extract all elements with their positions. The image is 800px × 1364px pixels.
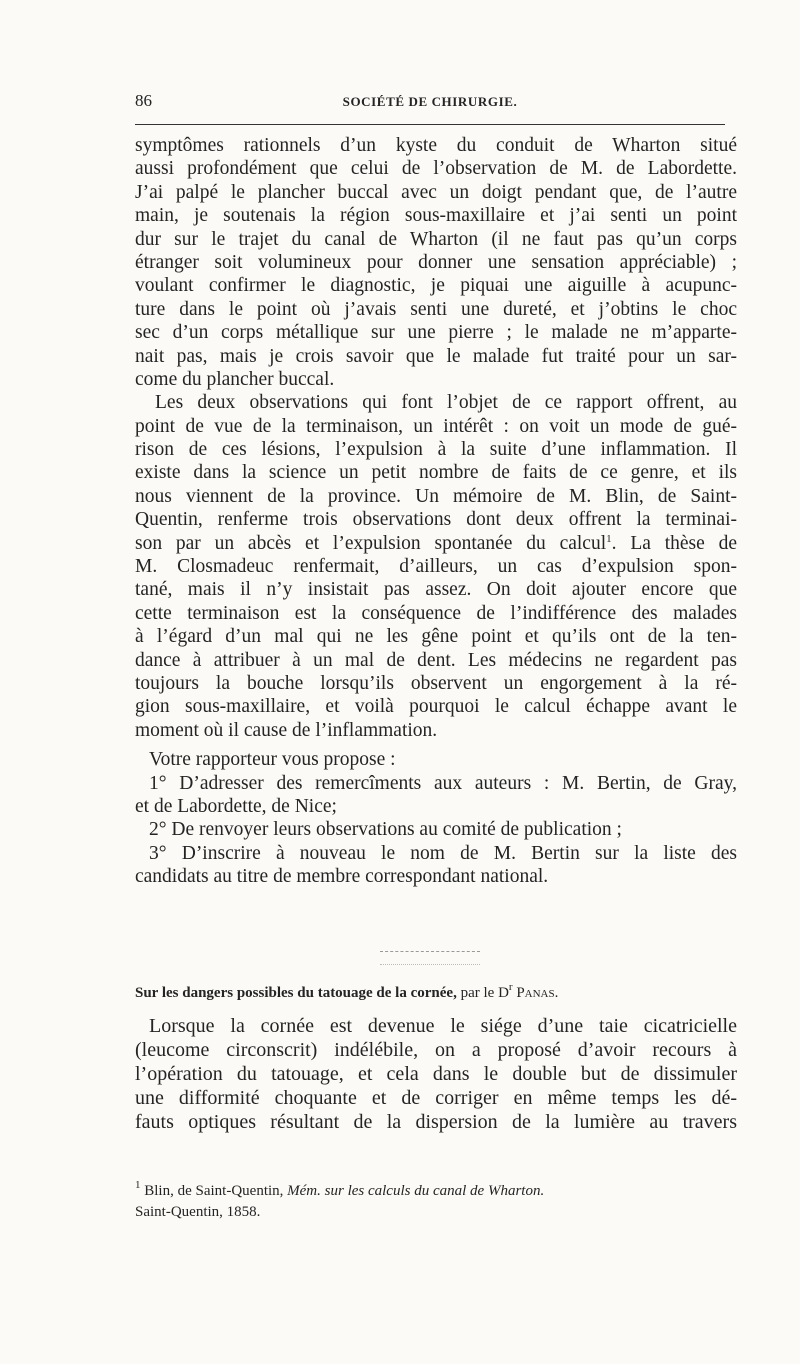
text-line: Votre rapporteur vous propose : bbox=[149, 749, 396, 771]
text-line: dance à attribuer à un mal de dent. Les médecins ne regardent pas bbox=[135, 649, 737, 671]
page-number: 86 bbox=[135, 91, 152, 110]
text-line: l’opération du tatouage, et cela dans le double but de dissimuler bbox=[135, 1063, 737, 1085]
text-line: étranger soit volumineux pour donner une sensation appréciable) ; bbox=[135, 251, 737, 273]
text-line: à l’égard d’un mal qui ne les gêne point et qu’ils ont de la ten- bbox=[135, 626, 737, 648]
text-line: come du plancher buccal. bbox=[135, 368, 335, 390]
report-body bbox=[135, 134, 737, 889]
text-line: gion sous-maxillaire, et voilà pourquoi le calcul échappe avant le bbox=[135, 696, 737, 718]
article-byline: par le bbox=[460, 985, 495, 1001]
text-line: Lorsque la cornée est devenue le siége d’une taie cicatricielle bbox=[149, 1015, 737, 1037]
footnote-title: Mém. sur les calculs du canal de Wharton. bbox=[287, 1183, 545, 1199]
header-rule bbox=[135, 124, 725, 125]
text-line: toujours la bouche lorsqu’ils observent un engorgement à la ré- bbox=[135, 672, 737, 694]
text-line: voulant confirmer le diagnostic, je piquai une aiguille à acupunc- bbox=[135, 275, 737, 297]
text-line: 3° D’inscrire à nouveau le nom de M. Bertin sur la liste des bbox=[149, 842, 737, 864]
text-segment: son par un abcès et l’expulsion spontanée du calcul bbox=[135, 532, 607, 554]
text-line: J’ai palpé le plancher buccal avec un doigt pendant que, de l’autre bbox=[135, 181, 737, 203]
text-line: point de vue de la terminaison, un intérêt : on voit un mode de gué- bbox=[135, 415, 737, 437]
text-line: fauts optiques résultant de la dispersion de la lumière au travers bbox=[135, 1111, 737, 1133]
text-segment: . La thèse de bbox=[611, 532, 737, 554]
footnote-reference: 1 bbox=[606, 532, 612, 545]
text-line: sec d’un corps métallique sur une pierre ; le malade ne m’apparte- bbox=[135, 322, 737, 344]
text-line: nous viennent de la province. Un mémoire de M. Blin, de Saint- bbox=[135, 485, 737, 507]
section-ornament bbox=[380, 951, 480, 965]
footnote-line: Saint-Quentin, 1858. bbox=[135, 1204, 261, 1220]
text-line: candidats au titre de membre correspondant national. bbox=[135, 866, 549, 888]
text-line: une difformité choquante et de corriger en même temps les dé- bbox=[135, 1087, 737, 1109]
text-line: symptômes rationnels d’un kyste du conduit de Wharton situé bbox=[135, 135, 737, 156]
page-header bbox=[135, 91, 725, 115]
text-line: tané, mais il n’y insistait pas assez. On doit ajouter encore que bbox=[135, 579, 737, 601]
text-line: 1° D’adresser des remercîments aux auteurs : M. Bertin, de Gray, bbox=[149, 772, 737, 794]
text-line: (leucome circonscrit) indélébile, on a proposé d’avoir recours à bbox=[135, 1039, 737, 1061]
text-line: ture dans le point où j’avais senti une dureté, et j’obtins le choc bbox=[135, 298, 737, 320]
author-name: Panas. bbox=[516, 985, 559, 1001]
article-body bbox=[135, 1014, 737, 1134]
author-prefix: D bbox=[498, 985, 509, 1001]
text-line: Quentin, renferme trois observations dont deux offrent la terminai- bbox=[135, 509, 737, 531]
text-line: main, je soutenais la région sous-maxillaire et j’ai senti un point bbox=[135, 205, 737, 227]
text-line: 2° De renvoyer leurs observations au comité de publication ; bbox=[149, 819, 622, 841]
article-title bbox=[135, 981, 725, 1007]
running-title: SOCIÉTÉ DE CHIRURGIE. bbox=[342, 94, 518, 109]
footnote-mark: 1 bbox=[135, 1179, 141, 1191]
text-line: rison de ces lésions, l’expulsion à la suite d’une inflammation. Il bbox=[135, 439, 737, 461]
text-line: et de Labordette, de Nice; bbox=[135, 795, 337, 817]
text-line: Les deux observations qui font l’objet de ce rapport offrent, au bbox=[155, 392, 737, 414]
text-line: aussi profondément que celui de l’observation de M. de Labordette. bbox=[135, 158, 737, 180]
footnote-line bbox=[135, 1181, 737, 1202]
text-line bbox=[135, 532, 737, 555]
author-prefix-sup: r bbox=[508, 981, 513, 993]
article-title-text: Sur les dangers possibles du tatouage de la cornée, bbox=[135, 985, 457, 1001]
text-line: M. Closmadeuc renfermait, d’ailleurs, un cas d’expulsion spon- bbox=[135, 556, 737, 578]
footnote-lead: Blin, de Saint-Quentin, bbox=[144, 1183, 284, 1199]
text-line: nait pas, mais je crois savoir que le malade fut traité pour un sar- bbox=[135, 345, 737, 367]
text-line: moment où il cause de l’inflammation. bbox=[135, 719, 438, 741]
text-line: dur sur le trajet du canal de Wharton (il ne faut pas qu’un corps bbox=[135, 228, 737, 250]
text-line: existe dans la science un petit nombre de faits de ce genre, et ils bbox=[135, 462, 737, 484]
text-line: cette terminaison est la conséquence de l’indifférence des malades bbox=[135, 602, 737, 624]
footnote bbox=[135, 1181, 737, 1223]
